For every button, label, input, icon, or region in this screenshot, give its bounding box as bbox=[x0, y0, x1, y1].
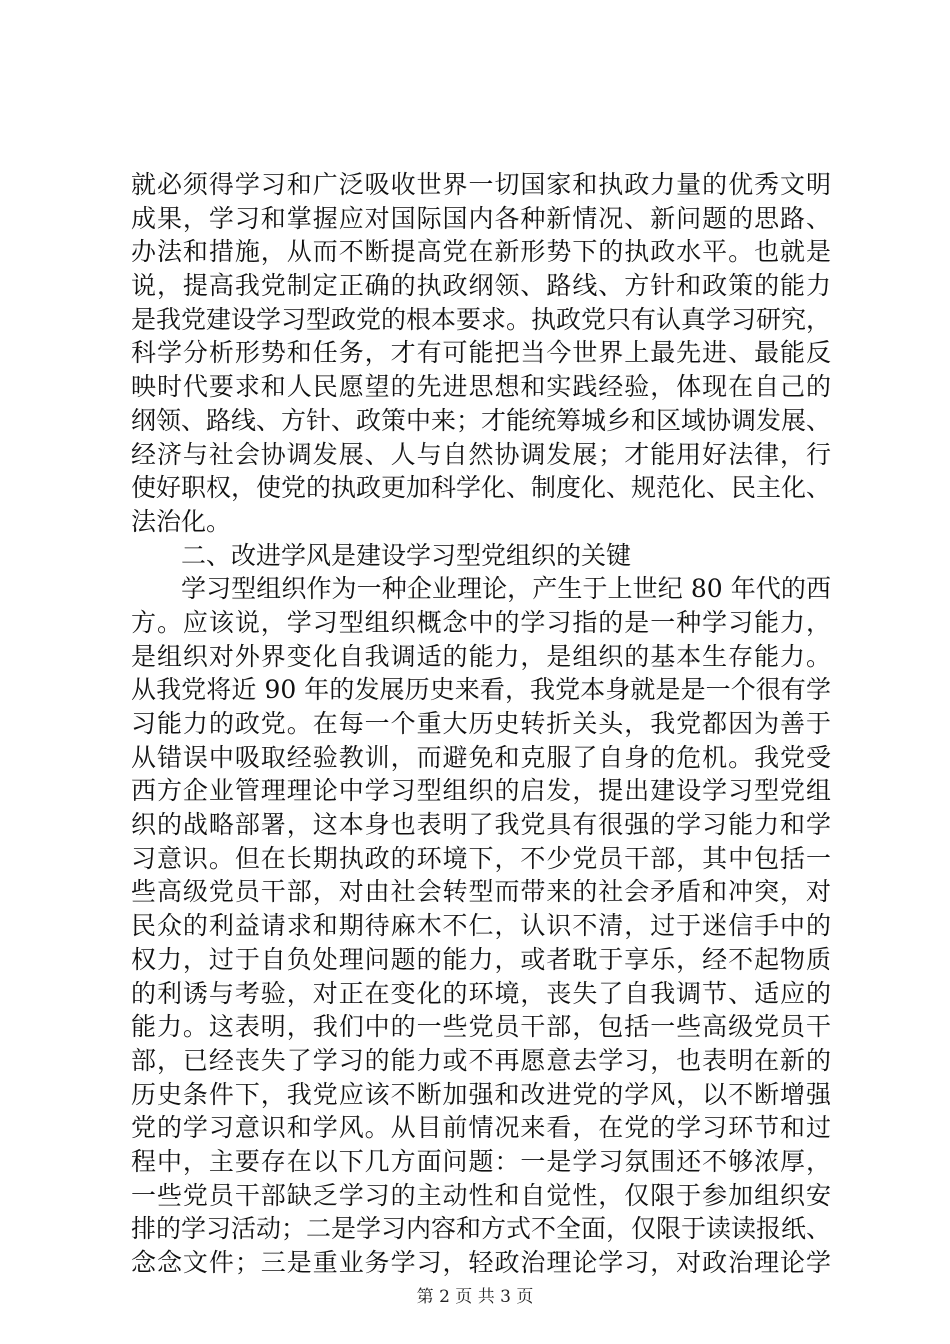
text-line: 经济与社会协调发展、人与自然协调发展；才能用好法律，行 bbox=[131, 439, 831, 469]
text-line: 些高级党员干部，对由社会转型而带来的社会矛盾和冲突，对 bbox=[131, 877, 831, 907]
text-line: 念念文件；三是重业务学习，轻政治理论学习，对政治理论学 bbox=[131, 1248, 831, 1277]
text-line: 从我党将近 90 年的发展历史来看，我党本身就是是一个很有学 bbox=[131, 675, 831, 705]
text-line: 法治化。 bbox=[131, 506, 232, 536]
text-line: 权力，过于自负处理问题的能力，或者耽于享乐，经不起物质 bbox=[131, 944, 831, 974]
text-line: 办法和措施，从而不断提高党在新形势下的执政水平。也就是 bbox=[131, 237, 831, 267]
text-line: 程中，主要存在以下几方面问题：一是学习氛围还不够浓厚， bbox=[131, 1146, 831, 1176]
text-line: 的利诱与考验，对正在变化的环境，丧失了自我调节、适应的 bbox=[131, 978, 831, 1008]
page-number-footer: 第 2 页 共 3 页 bbox=[416, 1287, 534, 1307]
text-line: 历史条件下，我党应该不断加强和改进党的学风，以不断增强 bbox=[131, 1079, 831, 1109]
text-line: 一些党员干部缺乏学习的主动性和自觉性，仅限于参加组织安 bbox=[131, 1180, 831, 1210]
text-line: 部，已经丧失了学习的能力或不再愿意去学习，也表明在新的 bbox=[131, 1045, 831, 1075]
text-line: 是我党建设学习型政党的根本要求。执政党只有认真学习研究， bbox=[131, 304, 832, 334]
section-heading: 二、改进学风是建设学习型党组织的关键 bbox=[181, 540, 632, 570]
text-line: 是组织对外界变化自我调适的能力，是组织的基本生存能力。 bbox=[131, 641, 831, 671]
text-line: 科学分析形势和任务，才有可能把当今世界上最先进、最能反 bbox=[131, 338, 831, 368]
text-line: 纲领、路线、方针、政策中来；才能统筹城乡和区域协调发展、 bbox=[131, 405, 832, 435]
text-line: 使好职权，使党的执政更加科学化、制度化、规范化、民主化、 bbox=[131, 473, 832, 503]
text-line: 党的学习意识和学风。从目前情况来看，在党的学习环节和过 bbox=[131, 1113, 831, 1143]
text-line: 织的战略部署，这本身也表明了我党具有很强的学习能力和学 bbox=[131, 810, 831, 840]
text-line: 能力。这表明，我们中的一些党员干部，包括一些高级党员干 bbox=[131, 1012, 831, 1042]
text-line: 民众的利益请求和期待麻木不仁，认识不清，过于迷信手中的 bbox=[131, 911, 831, 941]
text-line: 西方企业管理理论中学习型组织的启发，提出建设学习型党组 bbox=[131, 776, 831, 806]
text-line: 说，提高我党制定正确的执政纲领、路线、方针和政策的能力 bbox=[131, 271, 831, 301]
document-body bbox=[131, 168, 831, 1280]
text-line: 就必须得学习和广泛吸收世界一切国家和执政力量的优秀文明 bbox=[131, 170, 831, 199]
text-line: 习意识。但在长期执政的环境下，不少党员干部，其中包括一 bbox=[131, 843, 831, 873]
text-line: 映时代要求和人民愿望的先进思想和实践经验，体现在自己的 bbox=[131, 372, 831, 402]
text-line: 习能力的政党。在每一个重大历史转折关头，我党都因为善于 bbox=[131, 709, 831, 738]
text-line: 成果，学习和掌握应对国际国内各种新情况、新问题的思路、 bbox=[131, 203, 831, 233]
text-line: 从错误中吸取经验教训，而避免和克服了自身的危机。我党受 bbox=[131, 742, 831, 772]
text-line: 学习型组织作为一种企业理论，产生于上世纪 80 年代的西 bbox=[181, 574, 831, 604]
text-line: 方。应该说，学习型组织概念中的学习指的是一种学习能力， bbox=[131, 607, 831, 637]
text-line: 排的学习活动；二是学习内容和方式不全面，仅限于读读报纸、 bbox=[131, 1214, 832, 1244]
